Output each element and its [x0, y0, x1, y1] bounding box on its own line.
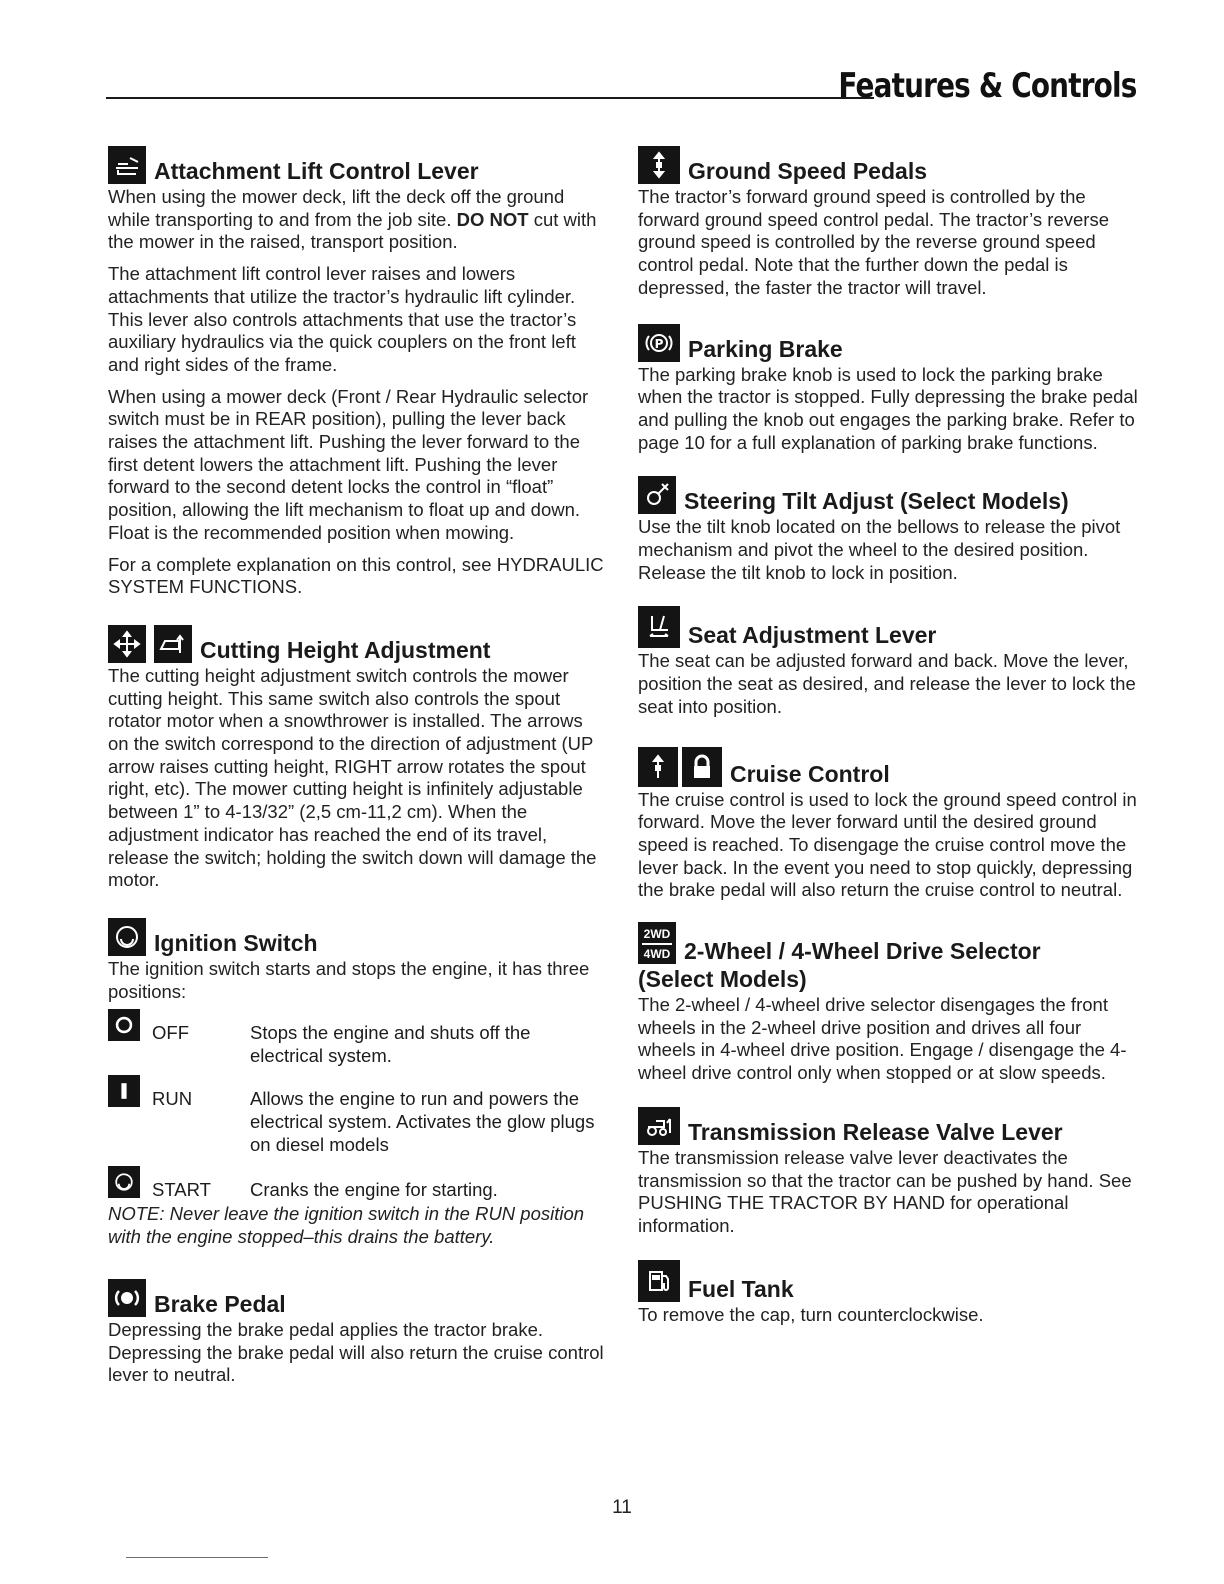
- paragraph: The 2-wheel / 4-wheel drive selector disengages the front wheels in the 2-wheel drive position and drives all four wheels in 4-wheel drive position. Engage / disengage the 4-wheel drive control only when stopped or at slow speeds.: [638, 994, 1127, 1084]
- ignition-position-off: [108, 1021, 608, 1067]
- section-title: Parking Brake: [688, 335, 843, 362]
- lock-icon: [682, 747, 722, 787]
- section-heading: [638, 476, 1138, 514]
- section-heading: [108, 1279, 608, 1317]
- section-cruise: [638, 747, 1138, 903]
- section-heading: [638, 1260, 1138, 1302]
- section-title: Fuel Tank: [688, 1275, 794, 1302]
- position-description: Stops the engine and shuts off the electrical system.: [250, 1022, 531, 1067]
- text: cut with the mower in the raised, transport position.: [108, 208, 597, 253]
- section-parking-brake: [638, 324, 1138, 455]
- position-label: START: [152, 1179, 211, 1201]
- section-brake-pedal: [108, 1279, 608, 1387]
- tractor-push-icon: [638, 1107, 680, 1145]
- paragraph: The parking brake knob is used to lock the parking brake when the tractor is stopped. Fully depressing the brake pedal and pulling the knob out engages the parking brake. Refer to page 10 for a full explanation of parking brake functions.: [638, 363, 1138, 453]
- section-title: Ground Speed Pedals: [688, 158, 927, 184]
- section-title: 2-Wheel / 4-Wheel Drive Selector: [684, 938, 1041, 965]
- section-heading: [108, 625, 608, 663]
- paragraph: The cutting height adjustment switch controls the mower cutting height. This same switch also controls the spout rotator motor when a snowthrower is installed. The arrows on the switch correspond to the direction of adjustment (UP arrow raises cutting height, RIGHT arrow rotates the spout right, etc). The mower cutting height is infinitely adjustable between 1” to 4-13/32” (2,5 cm-11,2 cm). When the adjustment indicator has reached the end of its travel, release the switch; holding the switch down will damage the motor.: [108, 664, 597, 891]
- position-description: Allows the engine to run and powers the electrical system. Activates the glow plugs on diesel models: [250, 1088, 595, 1156]
- steering-tilt-icon: [638, 476, 676, 514]
- text: When using the mower deck, lift the deck off the ground while transporting to and from the job site.: [108, 186, 565, 230]
- paragraph: When using a mower deck (Front / Rear Hydraulic selector switch must be in REAR position), pulling the lever back raises the attachment lift. Pushing the lever forward to the first detent lowers the attachment lift. Pushing the lever forward to the second detent locks the control in “float” position, allowing the lift mechanism to float up and down. Float is the recommended position when mowing.: [108, 385, 589, 543]
- off-icon: [108, 1009, 140, 1041]
- section-heading: [638, 606, 1138, 648]
- section-cutting-height: [108, 625, 608, 892]
- icon-label: 4WD: [643, 947, 671, 962]
- mower-height-icon: [154, 625, 192, 663]
- ignition-position-start: [108, 1178, 608, 1201]
- paragraph: The cruise control is used to lock the ground speed control in forward. Move the lever forward until the desired ground speed is reached. To disengage the cruise control move the lever back. In the event you need to stop quickly, depressing the brake pedal will also return the cruise control to neutral.: [638, 788, 1137, 901]
- section-title: Cruise Control: [730, 760, 890, 787]
- fuel-pump-icon: [638, 1260, 680, 1302]
- paragraph: For a complete explanation on this control, see HYDRAULIC SYSTEM FUNCTIONS.: [108, 553, 604, 598]
- paragraph: Depressing the brake pedal applies the tractor brake. Depressing the brake pedal will also return the cruise control lever to neutral.: [108, 1318, 604, 1386]
- speed-pedal-icon: [638, 747, 678, 787]
- footer-rule: [126, 1557, 268, 1558]
- section-title: Ignition Switch: [154, 929, 318, 956]
- page-title: Features & Controls: [837, 66, 1136, 106]
- section-heading: [638, 324, 1138, 362]
- section-heading: [108, 918, 608, 956]
- left-column: [108, 146, 608, 1403]
- run-icon: [108, 1075, 140, 1107]
- section-title: Attachment Lift Control Lever: [154, 158, 479, 184]
- section-heading: [638, 1107, 1138, 1145]
- section-attachment-lift: [108, 146, 608, 599]
- position-label: RUN: [152, 1088, 193, 1110]
- section-ground-speed: [638, 146, 1138, 300]
- section-heading: [638, 747, 1138, 787]
- svg-text:P: P: [654, 336, 664, 351]
- section-title-line2: (Select Models): [638, 966, 807, 993]
- section-transmission: [638, 1107, 1138, 1238]
- paragraph: [108, 186, 608, 254]
- position-label: OFF: [152, 1022, 189, 1044]
- seat-icon: [638, 606, 680, 648]
- bold-text: DO NOT: [456, 208, 529, 230]
- paragraph: The tractor’s forward ground speed is controlled by the forward ground speed control pedal. The tractor’s reverse ground speed is controlled by the reverse ground speed control pedal. Note that the further down the pedal is depressed, the faster the tractor will travel.: [638, 186, 1109, 298]
- paragraph: The attachment lift control lever raises and lowers attachments that utilize the tractor’s hydraulic lift cylinder. This lever also controls attachments that use the tractor’s auxiliary hydraulics via the quick couplers on the front left and right sides of the frame.: [108, 263, 577, 375]
- right-column: [638, 146, 1138, 1342]
- section-drive-selector: [638, 922, 1138, 1085]
- section-heading: [638, 146, 1138, 184]
- note-text: NOTE: Never leave the ignition switch in the RUN position with the engine stopped–this drains the battery.: [108, 1203, 585, 1248]
- icon-label: 2WD: [643, 927, 671, 942]
- paragraph: Use the tilt knob located on the bellows to release the pivot mechanism and pivot the wheel to the desired position. Release the tilt knob to lock in position.: [638, 516, 1121, 583]
- parking-brake-icon: [638, 324, 680, 362]
- paragraph: The transmission release valve lever deactivates the transmission so that the tractor can be pushed by hand. See PUSHING THE TRACTOR BY HAND for operational information.: [638, 1146, 1132, 1236]
- section-steering-tilt: [638, 476, 1138, 584]
- paragraph: The ignition switch starts and stops the engine, it has three positions:: [108, 957, 590, 1002]
- section-ignition: [108, 918, 608, 1249]
- paragraph: The seat can be adjusted forward and back. Move the lever, position the seat as desired, and release the lever to lock the seat into position.: [638, 650, 1136, 717]
- section-seat-adjust: [638, 606, 1138, 718]
- section-heading: [108, 146, 608, 184]
- section-fuel: [638, 1260, 1138, 1327]
- section-title: Steering Tilt Adjust (Select Models): [684, 488, 1069, 515]
- section-heading: [638, 922, 1138, 964]
- arrows-cross-icon: [108, 625, 146, 663]
- section-title: Cutting Height Adjustment: [200, 636, 491, 663]
- ignition-position-run: [108, 1087, 608, 1156]
- lift-lever-icon: [108, 146, 146, 184]
- start-icon: [108, 1166, 140, 1198]
- paragraph: To remove the cap, turn counterclockwise.: [638, 1303, 984, 1325]
- section-title: Brake Pedal: [154, 1290, 286, 1317]
- speed-pedal-icon: [638, 146, 680, 184]
- position-description: Cranks the engine for starting.: [250, 1179, 498, 1201]
- section-title: Seat Adjustment Lever: [688, 622, 937, 649]
- header-rule: [106, 97, 874, 99]
- icon-divider: [642, 943, 672, 945]
- drive-selector-icon: [638, 922, 676, 964]
- page-number: 11: [612, 1497, 632, 1518]
- brake-icon: [108, 1279, 146, 1317]
- section-title: Transmission Release Valve Lever: [688, 1118, 1063, 1145]
- ignition-start-icon: [108, 918, 146, 956]
